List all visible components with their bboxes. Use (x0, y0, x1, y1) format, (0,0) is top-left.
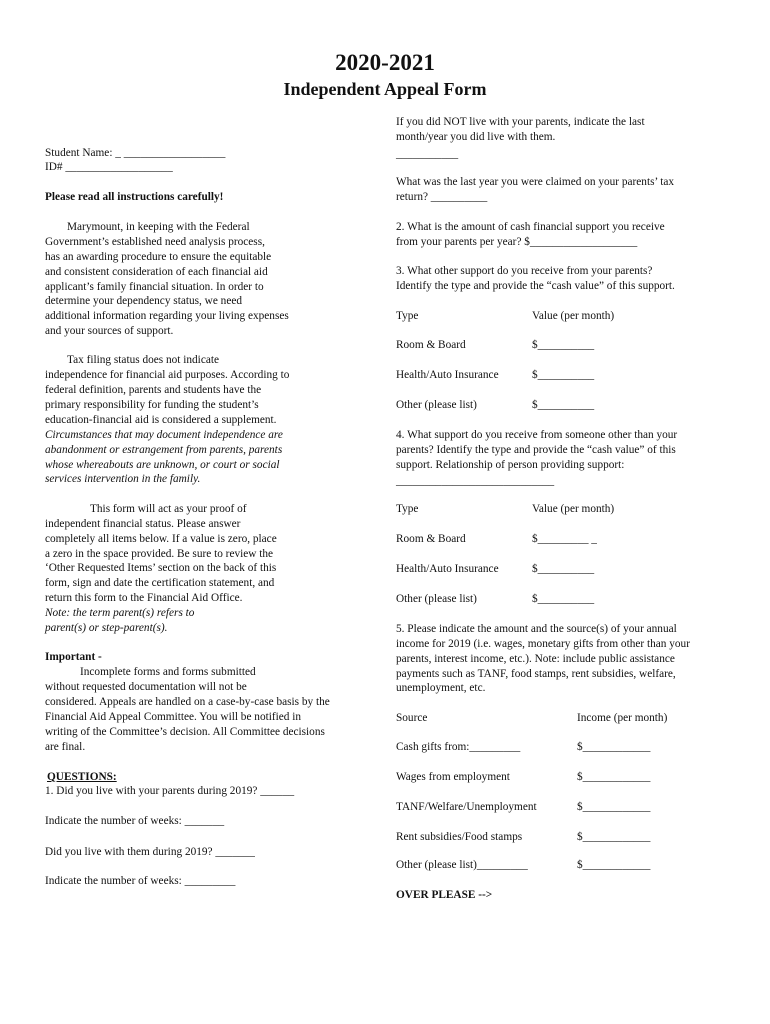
paragraph-line: considered. Appeals are handled on a case-by-case basis by the (45, 696, 330, 708)
paragraph-line: determine your dependency status, we need (45, 295, 242, 307)
paragraph-line: parents, interest income, etc.). Note: include public assistance (396, 653, 675, 665)
paragraph-line: without requested documentation will not be (45, 681, 247, 693)
paragraph-line: writing of the Committee’s decision. All Committee decisions (45, 726, 325, 738)
row-source[interactable]: Other (please list)_________ (396, 859, 528, 871)
paragraph-line: 4. What support do you receive from someone other than your (396, 429, 678, 441)
question-1-lived-with-parents[interactable]: 1. Did you live with your parents during 2019? ______ (45, 785, 295, 797)
column-header-type: Type (396, 310, 419, 322)
important-heading: Important - (45, 651, 102, 663)
paragraph-line: primary responsibility for funding the student’s (45, 399, 259, 411)
lived-with-them-2019-field[interactable]: Did you live with them during 2019? _______ (45, 846, 255, 858)
row-value-field[interactable]: $_________ _ (532, 533, 597, 545)
row-value-field[interactable]: $__________ (532, 339, 595, 351)
paragraph-line: form, sign and date the certification statement, and (45, 577, 275, 589)
paragraph-line-italic: parent(s) or step-parent(s). (45, 622, 168, 634)
column-header-value: Value (per month) (532, 503, 615, 515)
paragraph-line: unemployment, etc. (396, 682, 486, 694)
paragraph-line: Government’s established need analysis process, (45, 236, 265, 248)
paragraph-line: parents? Identify the type and provide the “cash value” of this (396, 444, 676, 456)
row-income-field[interactable]: $____________ (577, 859, 651, 871)
instructions-heading: Please read all instructions carefully! (45, 191, 224, 203)
paragraph-line: has an awarding procedure to ensure the equitable (45, 251, 272, 263)
row-source[interactable]: Cash gifts from:_________ (396, 741, 521, 753)
column-header-income: Income (per month) (577, 712, 668, 724)
paragraph-line: 5. Please indicate the amount and the source(s) of your annual (396, 623, 677, 635)
row-type: Room & Board (396, 533, 466, 545)
paragraph-line: What was the last year you were claimed on your parents’ tax (396, 176, 675, 188)
paragraph-line: are final. (45, 741, 86, 753)
paragraph-line-italic: whose whereabouts are unknown, or court or social (45, 459, 280, 471)
row-type: Room & Board (396, 339, 466, 351)
student-name-field[interactable]: Student Name: _ __________________ (45, 147, 226, 159)
paragraph-line: income for 2019 (i.e. wages, monetary gifts from other than your (396, 638, 690, 650)
row-value-field[interactable]: $__________ (532, 563, 595, 575)
paragraph-line: Financial Aid Appeal Committee. You will be notified in (45, 711, 302, 723)
row-type: Other (please list) (396, 399, 477, 411)
paragraph-line-italic: abandonment or estrangement from parents, parents (45, 444, 283, 456)
page-title-form-name: Independent Appeal Form (283, 79, 487, 99)
paragraph-line: Identify the type and provide the “cash value” of this support. (396, 280, 675, 292)
row-source: TANF/Welfare/Unemployment (396, 801, 537, 813)
paragraph-line: independence for financial aid purposes. According to (45, 369, 290, 381)
paragraph-line: ‘Other Requested Items’ section on the back of this (45, 562, 277, 574)
paragraph-line: applicant’s family financial situation. In order to (45, 281, 264, 293)
page-title-year: 2020-2021 (335, 50, 435, 75)
row-type: Other (please list) (396, 593, 477, 605)
paragraph-line: month/year you did live with them. (396, 131, 556, 143)
paragraph-line: payments such as TANF, food stamps, rent subsidies, welfare, (396, 668, 676, 680)
paragraph-line: Marymount, in keeping with the Federal (67, 221, 250, 233)
row-type: Health/Auto Insurance (396, 369, 499, 381)
row-income-field[interactable]: $____________ (577, 771, 651, 783)
paragraph-line-italic: Circumstances that may document independence are (45, 429, 283, 441)
column-header-value: Value (per month) (532, 310, 615, 322)
paragraph-line: education-financial aid is considered a supplement. (45, 414, 277, 426)
cash-support-field[interactable]: from your parents per year? $___________________ (396, 236, 638, 248)
paragraph-line: federal definition, parents and students have the (45, 384, 262, 396)
last-claimed-field[interactable]: return? __________ (396, 191, 488, 203)
over-please-note: OVER PLEASE --> (396, 889, 493, 901)
paragraph-line: completely all items below. If a value is zero, place (45, 533, 277, 545)
row-income-field[interactable]: $____________ (577, 831, 651, 843)
column-header-source: Source (396, 712, 428, 724)
relationship-field[interactable]: ____________________________ (396, 475, 555, 487)
paragraph-line: Tax filing status does not indicate (67, 354, 220, 366)
paragraph-line: return this form to the Financial Aid Office. (45, 592, 243, 604)
row-value-field[interactable]: $__________ (532, 593, 595, 605)
student-id-field[interactable]: ID# ___________________ (45, 161, 173, 173)
paragraph-line: independent financial status. Please answer (45, 518, 241, 530)
weeks-field-1[interactable]: Indicate the number of weeks: _______ (45, 815, 225, 827)
not-live-date-field[interactable]: ___________ (396, 148, 459, 160)
paragraph-line: and consistent consideration of each financial aid (45, 266, 268, 278)
row-value-field[interactable]: $__________ (532, 369, 595, 381)
row-source: Wages from employment (396, 771, 510, 783)
row-income-field[interactable]: $____________ (577, 741, 651, 753)
questions-heading: QUESTIONS: (47, 771, 117, 783)
paragraph-line: 3. What other support do you receive from your parents? (396, 265, 653, 277)
row-value-field[interactable]: $__________ (532, 399, 595, 411)
paragraph-line: and your sources of support. (45, 325, 174, 337)
paragraph-line: If you did NOT live with your parents, indicate the last (396, 116, 645, 128)
row-income-field[interactable]: $____________ (577, 801, 651, 813)
paragraph-line: Incomplete forms and forms submitted (80, 666, 256, 678)
row-source: Rent subsidies/Food stamps (396, 831, 523, 843)
weeks-field-2[interactable]: Indicate the number of weeks: _________ (45, 875, 236, 887)
paragraph-line: 2. What is the amount of cash financial support you receive (396, 221, 665, 233)
column-header-type: Type (396, 503, 419, 515)
paragraph-line: This form will act as your proof of (90, 503, 247, 515)
paragraph-line: support. Relationship of person providing support: (396, 459, 625, 471)
paragraph-line: a zero in the space provided. Be sure to review the (45, 548, 274, 560)
paragraph-line: additional information regarding your living expenses (45, 310, 289, 322)
paragraph-line-italic: services intervention in the family. (45, 473, 201, 485)
paragraph-line-italic: Note: the term parent(s) refers to (45, 607, 195, 619)
row-type: Health/Auto Insurance (396, 563, 499, 575)
